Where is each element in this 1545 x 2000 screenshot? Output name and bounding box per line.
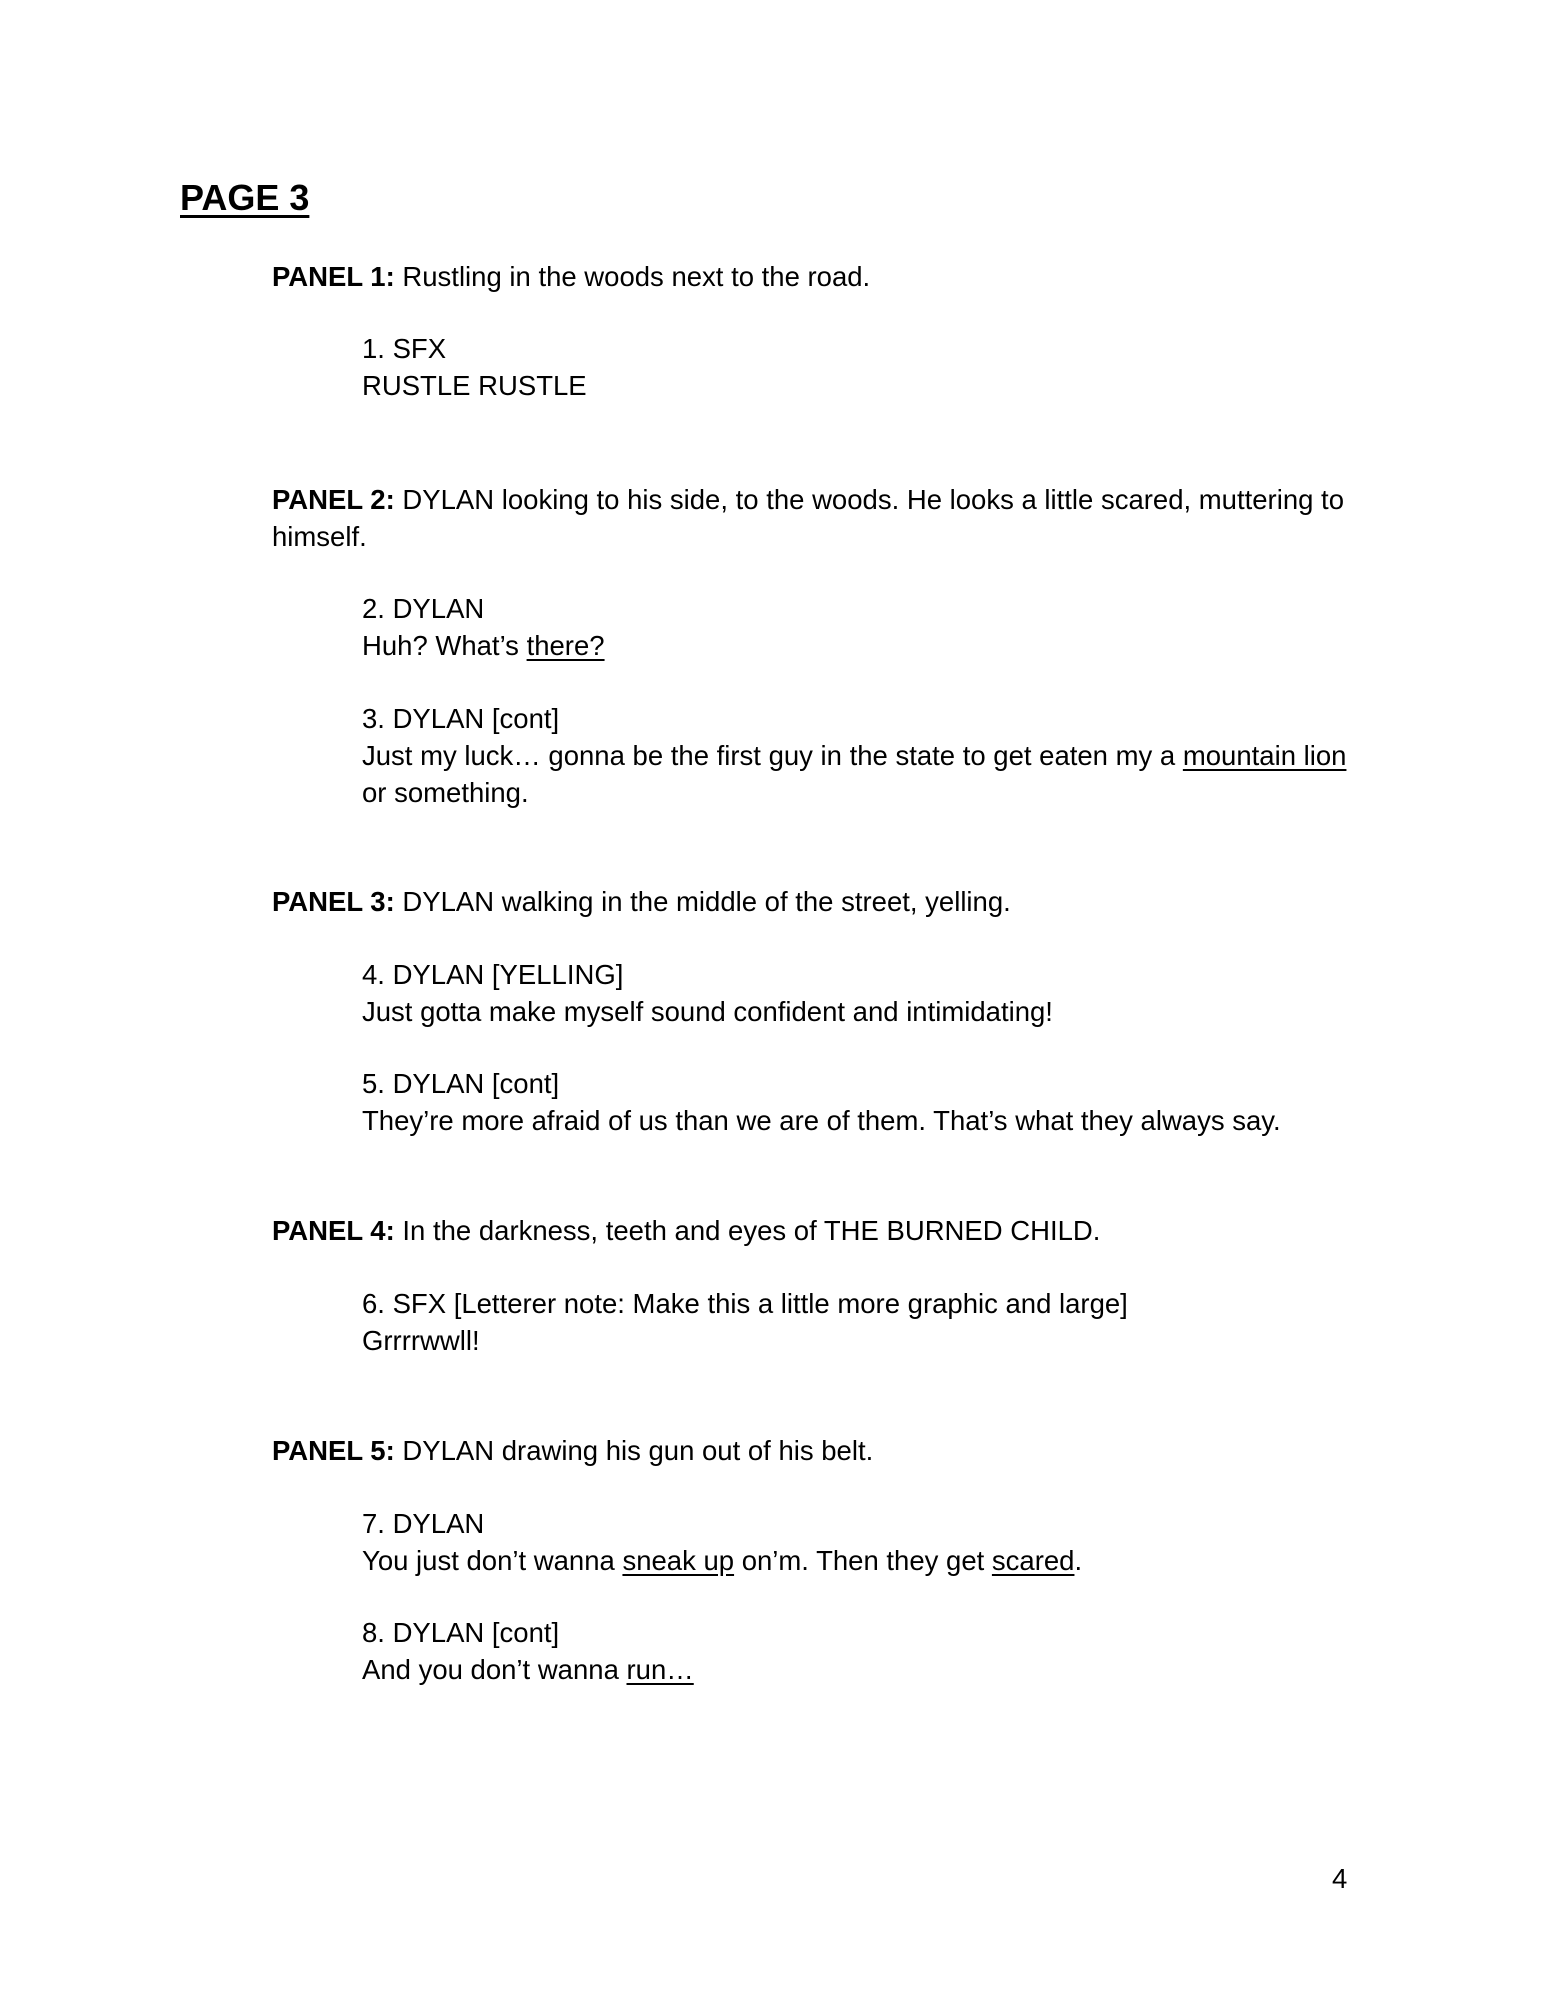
panel-5-description	[272, 1432, 1372, 1469]
dialogue-4-text: Just gotta make myself sound confident and intimidating!	[362, 996, 1053, 1027]
panel-5-text: DYLAN drawing his gun out of his belt.	[394, 1435, 874, 1466]
panel-4-description	[272, 1212, 1372, 1249]
dialogue-4-header: 4. DYLAN [YELLING]	[362, 959, 624, 990]
caption-6-text: Grrrrwwll!	[362, 1325, 480, 1356]
panel-1-label: PANEL 1:	[272, 261, 395, 292]
dialogue-8-header: 8. DYLAN [cont]	[362, 1617, 560, 1648]
dialogue-7-header: 7. DYLAN	[362, 1508, 485, 1539]
dialogue-8-text: And you don’t wanna run…	[362, 1654, 694, 1685]
panel-4-text: In the darkness, teeth and eyes of THE BURNED CHILD.	[394, 1215, 1101, 1246]
caption-1-text: RUSTLE RUSTLE	[362, 370, 587, 401]
dialogue-block-5	[362, 1065, 1372, 1139]
caption-block-1	[362, 330, 1372, 404]
page-heading: PAGE 3	[180, 177, 310, 218]
panel-2-text: DYLAN looking to his side, to the woods. He looks a little scared, muttering to himself.	[272, 484, 1344, 552]
page-number: 4	[1332, 1863, 1348, 1894]
caption-block-6	[362, 1285, 1372, 1359]
dialogue-block-4	[362, 956, 1372, 1030]
panel-5-label: PANEL 5:	[272, 1435, 395, 1466]
dialogue-5-text: They’re more afraid of us than we are of them. That’s what they always say.	[362, 1105, 1281, 1136]
dialogue-block-2	[362, 590, 1372, 664]
dialogue-3-header: 3. DYLAN [cont]	[362, 703, 560, 734]
panel-1-text: Rustling in the woods next to the road.	[394, 261, 871, 292]
dialogue-block-3	[362, 700, 1372, 811]
panel-2-description	[272, 481, 1372, 555]
caption-1-header: 1. SFX	[362, 333, 447, 364]
caption-6-header: 6. SFX [Letterer note: Make this a little more graphic and large]	[362, 1288, 1128, 1319]
panel-1-description	[272, 258, 1372, 295]
dialogue-block-8	[362, 1614, 1372, 1688]
dialogue-2-text: Huh? What’s there?	[362, 630, 605, 661]
dialogue-7-text: You just don’t wanna sneak up on’m. Then they get scared.	[362, 1545, 1083, 1576]
panel-3-description	[272, 883, 1372, 920]
panel-4-label: PANEL 4:	[272, 1215, 395, 1246]
panel-2-label: PANEL 2:	[272, 484, 395, 515]
dialogue-3-text: Just my luck… gonna be the first guy in the state to get eaten my a mountain lion or something.	[362, 740, 1347, 808]
panel-3-label: PANEL 3:	[272, 886, 395, 917]
dialogue-5-header: 5. DYLAN [cont]	[362, 1068, 560, 1099]
dialogue-2-header: 2. DYLAN	[362, 593, 485, 624]
panel-3-text: DYLAN walking in the middle of the street, yelling.	[394, 886, 1011, 917]
dialogue-block-7	[362, 1505, 1372, 1579]
